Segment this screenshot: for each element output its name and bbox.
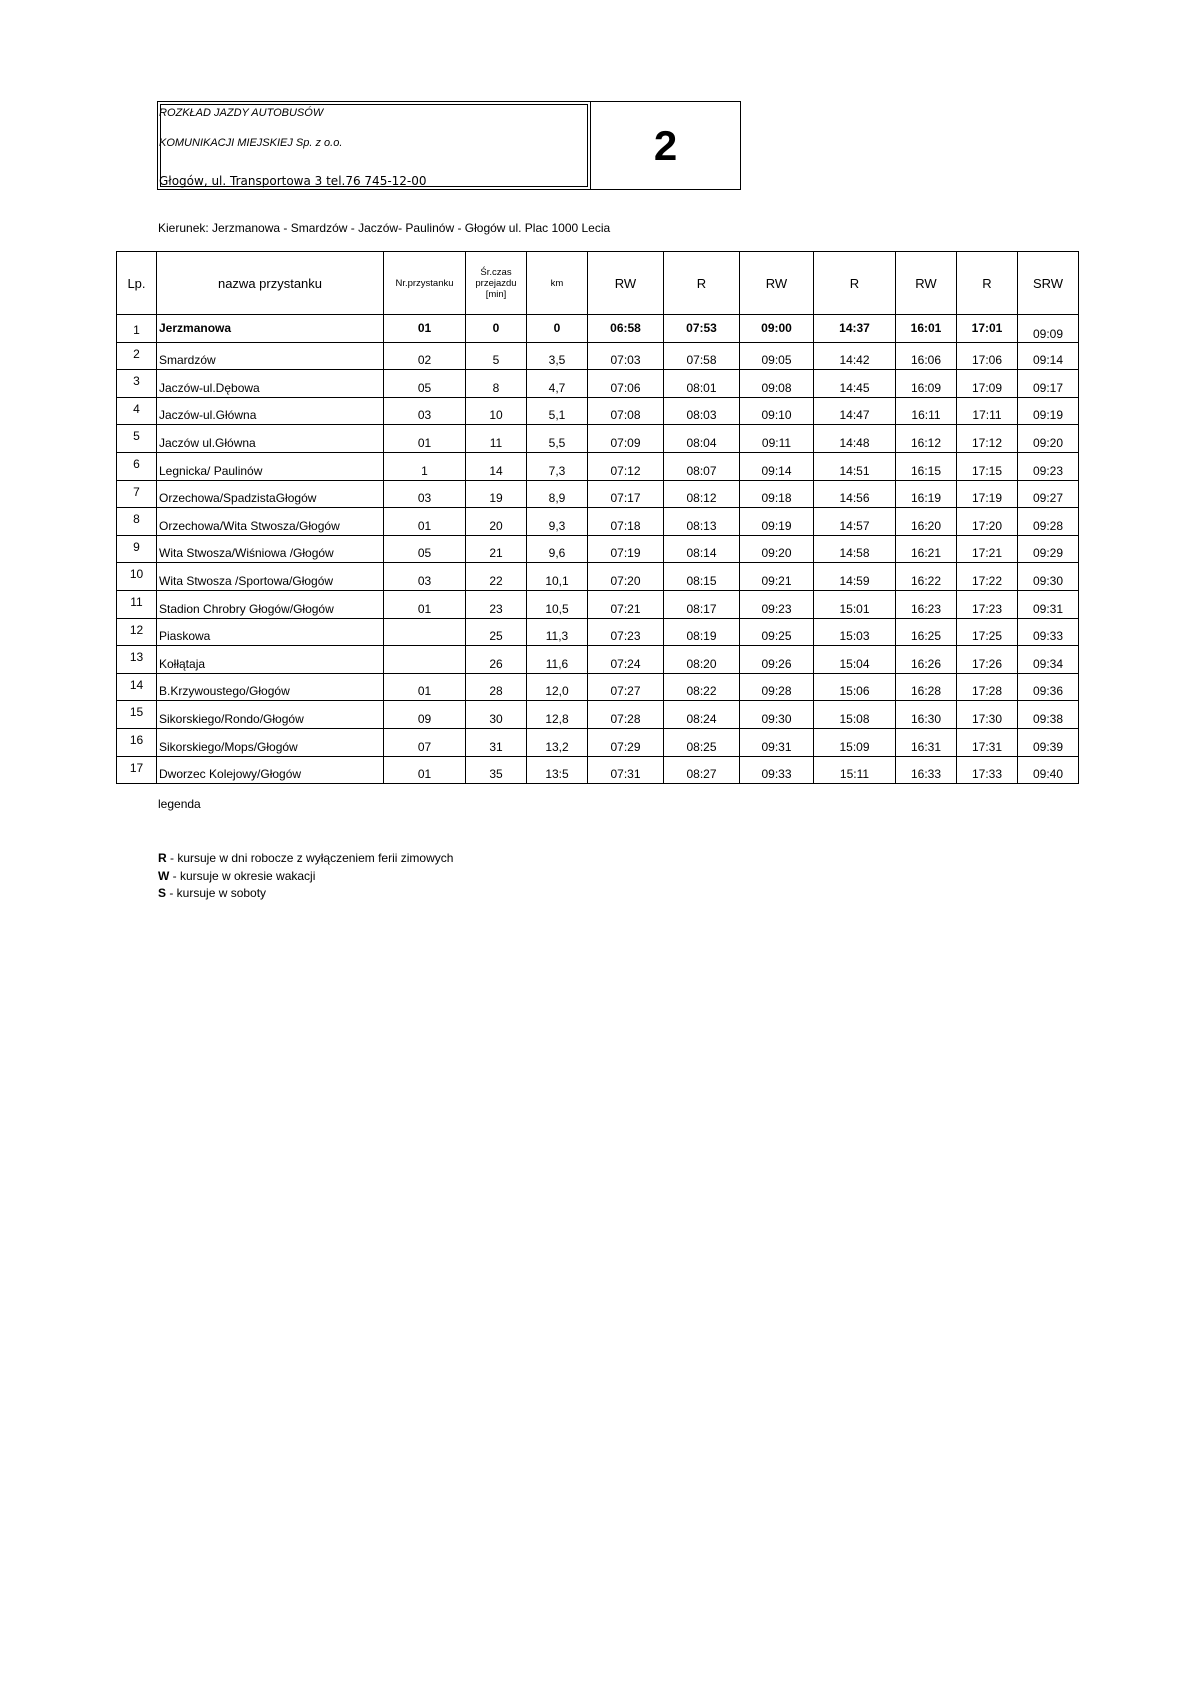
- stop-number: [384, 618, 466, 646]
- legend-item: [158, 886, 266, 900]
- stop-name: Wita Stwosza/Wiśniowa /Głogów: [157, 535, 384, 563]
- stop-name: Sikorskiego/Rondo/Głogów: [157, 701, 384, 729]
- departure-time: 08:14: [664, 535, 740, 563]
- departure-time: 08:03: [664, 397, 740, 425]
- stop-number: 03: [384, 397, 466, 425]
- departure-time: 17:33: [957, 756, 1018, 784]
- departure-time: 15:01: [814, 590, 896, 618]
- departure-time: 16:20: [896, 508, 957, 536]
- table-row: [117, 701, 1079, 729]
- departure-time: 09:14: [1018, 342, 1079, 370]
- departure-time: 15:08: [814, 701, 896, 729]
- travel-time: 8: [466, 370, 527, 398]
- distance-km: 8,9: [527, 480, 588, 508]
- departure-time: 17:11: [957, 397, 1018, 425]
- stop-number: 1: [384, 452, 466, 480]
- legend-text: - kursuje w dni robocze z wyłączeniem ferii zimowych: [166, 851, 454, 865]
- legend-key: W: [158, 869, 170, 883]
- departure-time: 09:23: [1018, 452, 1079, 480]
- departure-time: 08:01: [664, 370, 740, 398]
- row-number: 2: [117, 342, 157, 370]
- stop-name: Orzechowa/Wita Stwosza/Głogów: [157, 508, 384, 536]
- departure-time: 17:28: [957, 673, 1018, 701]
- departure-time: 17:19: [957, 480, 1018, 508]
- departure-time: 09:19: [1018, 397, 1079, 425]
- table-row: [117, 342, 1079, 370]
- departure-time: 07:06: [588, 370, 664, 398]
- departure-time: 14:59: [814, 563, 896, 591]
- departure-time: 14:56: [814, 480, 896, 508]
- row-number: 15: [117, 701, 157, 729]
- stop-number: 05: [384, 535, 466, 563]
- row-number: 3: [117, 370, 157, 398]
- departure-time: 15:11: [814, 756, 896, 784]
- departure-time: 07:24: [588, 646, 664, 674]
- departure-time: 15:09: [814, 728, 896, 756]
- departure-time: 09:30: [740, 701, 814, 729]
- legend-text: - kursuje w okresie wakacji: [169, 869, 316, 883]
- departure-time: 07:09: [588, 425, 664, 453]
- row-number: 8: [117, 508, 157, 536]
- departure-time: 16:06: [896, 342, 957, 370]
- table-row: [117, 425, 1079, 453]
- stop-number: 02: [384, 342, 466, 370]
- table-row: [117, 535, 1079, 563]
- departure-time: 14:58: [814, 535, 896, 563]
- company-line-1: ROZKŁAD JAZDY AUTOBUSÓW: [159, 107, 324, 119]
- departure-time: 17:21: [957, 535, 1018, 563]
- departure-time: 15:06: [814, 673, 896, 701]
- legend-text: - kursuje w soboty: [166, 886, 267, 900]
- row-number: 6: [117, 452, 157, 480]
- departure-time: 09:09: [1018, 315, 1079, 343]
- departure-time: 07:31: [588, 756, 664, 784]
- stop-name: Smardzów: [157, 342, 384, 370]
- header-course-7: SRW: [1018, 252, 1079, 315]
- header-course-3: RW: [740, 252, 814, 315]
- row-number: 14: [117, 673, 157, 701]
- departure-time: 15:04: [814, 646, 896, 674]
- distance-km: 5,5: [527, 425, 588, 453]
- departure-time: 07:19: [588, 535, 664, 563]
- departure-time: 08:17: [664, 590, 740, 618]
- departure-time: 07:03: [588, 342, 664, 370]
- table-row: [117, 397, 1079, 425]
- distance-km: 11,6: [527, 646, 588, 674]
- row-number: 5: [117, 425, 157, 453]
- departure-time: 06:58: [588, 315, 664, 343]
- departure-time: 16:25: [896, 618, 957, 646]
- departure-time: 16:28: [896, 673, 957, 701]
- departure-time: 16:09: [896, 370, 957, 398]
- travel-time: 23: [466, 590, 527, 618]
- travel-time: 11: [466, 425, 527, 453]
- row-number: 11: [117, 590, 157, 618]
- departure-time: 16:19: [896, 480, 957, 508]
- departure-time: 09:30: [1018, 563, 1079, 591]
- departure-time: 09:05: [740, 342, 814, 370]
- departure-time: 07:53: [664, 315, 740, 343]
- stop-name: Jaczów-ul.Dębowa: [157, 370, 384, 398]
- travel-time: 30: [466, 701, 527, 729]
- departure-time: 07:12: [588, 452, 664, 480]
- travel-time: 26: [466, 646, 527, 674]
- travel-time: 35: [466, 756, 527, 784]
- table-row: [117, 646, 1079, 674]
- header-avg-time-line-3: [min]: [485, 288, 507, 300]
- stop-number: 01: [384, 756, 466, 784]
- distance-km: 12,0: [527, 673, 588, 701]
- stop-number: 07: [384, 728, 466, 756]
- stop-number: 05: [384, 370, 466, 398]
- departure-time: 08:27: [664, 756, 740, 784]
- departure-time: 09:17: [1018, 370, 1079, 398]
- stop-name: Legnicka/ Paulinów: [157, 452, 384, 480]
- departure-time: 09:21: [740, 563, 814, 591]
- distance-km: 7,3: [527, 452, 588, 480]
- departure-time: 16:11: [896, 397, 957, 425]
- distance-km: 10,1: [527, 563, 588, 591]
- departure-time: 09:23: [740, 590, 814, 618]
- departure-time: 16:22: [896, 563, 957, 591]
- departure-time: 09:28: [1018, 508, 1079, 536]
- header-course-6: R: [957, 252, 1018, 315]
- departure-time: 09:33: [740, 756, 814, 784]
- stop-name: Stadion Chrobry Głogów/Głogów: [157, 590, 384, 618]
- legend-title: legenda: [158, 797, 201, 811]
- stop-name: Wita Stwosza /Sportowa/Głogów: [157, 563, 384, 591]
- departure-time: 07:27: [588, 673, 664, 701]
- travel-time: 22: [466, 563, 527, 591]
- travel-time: 10: [466, 397, 527, 425]
- table-header-row: [117, 252, 1079, 315]
- departure-time: 16:12: [896, 425, 957, 453]
- departure-time: 09:11: [740, 425, 814, 453]
- stop-name: Orzechowa/SpadzistaGłogów: [157, 480, 384, 508]
- departure-time: 09:25: [740, 618, 814, 646]
- departure-time: 16:15: [896, 452, 957, 480]
- departure-time: 08:07: [664, 452, 740, 480]
- header-course-5: RW: [896, 252, 957, 315]
- departure-time: 09:31: [740, 728, 814, 756]
- departure-time: 09:34: [1018, 646, 1079, 674]
- header-stop-name: nazwa przystanku: [157, 252, 384, 315]
- stop-number: 09: [384, 701, 466, 729]
- departure-time: 09:40: [1018, 756, 1079, 784]
- departure-time: 09:26: [740, 646, 814, 674]
- company-line-2: KOMUNIKACJI MIEJSKIEJ Sp. z o.o.: [159, 137, 343, 149]
- departure-time: 07:23: [588, 618, 664, 646]
- header-course-4: R: [814, 252, 896, 315]
- table-row: [117, 370, 1079, 398]
- travel-time: 25: [466, 618, 527, 646]
- stop-name: Jaczów-ul.Główna: [157, 397, 384, 425]
- stop-number: [384, 646, 466, 674]
- departure-time: 17:23: [957, 590, 1018, 618]
- departure-time: 09:38: [1018, 701, 1079, 729]
- departure-time: 09:28: [740, 673, 814, 701]
- departure-time: 14:42: [814, 342, 896, 370]
- table-row: [117, 452, 1079, 480]
- distance-km: 13,2: [527, 728, 588, 756]
- row-number: 17: [117, 756, 157, 784]
- stop-name: Dworzec Kolejowy/Głogów: [157, 756, 384, 784]
- table-row: [117, 590, 1079, 618]
- departure-time: 09:08: [740, 370, 814, 398]
- row-number: 4: [117, 397, 157, 425]
- stop-number: 01: [384, 425, 466, 453]
- departure-time: 17:22: [957, 563, 1018, 591]
- row-number: 16: [117, 728, 157, 756]
- departure-time: 16:33: [896, 756, 957, 784]
- stop-name: Sikorskiego/Mops/Głogów: [157, 728, 384, 756]
- departure-time: 07:21: [588, 590, 664, 618]
- legend-item: [158, 869, 315, 883]
- line-number: 2: [653, 121, 678, 169]
- table-row: [117, 480, 1079, 508]
- stop-name: B.Krzywoustego/Głogów: [157, 673, 384, 701]
- departure-time: 09:18: [740, 480, 814, 508]
- departure-time: 16:31: [896, 728, 957, 756]
- stop-name: Piaskowa: [157, 618, 384, 646]
- departure-time: 07:20: [588, 563, 664, 591]
- stop-number: 03: [384, 480, 466, 508]
- departure-time: 14:45: [814, 370, 896, 398]
- table-row: [117, 618, 1079, 646]
- departure-time: 09:33: [1018, 618, 1079, 646]
- distance-km: 4,7: [527, 370, 588, 398]
- distance-km: 3,5: [527, 342, 588, 370]
- row-number: 13: [117, 646, 157, 674]
- departure-time: 09:20: [1018, 425, 1079, 453]
- departure-time: 07:28: [588, 701, 664, 729]
- table-row: [117, 756, 1079, 784]
- departure-time: 08:15: [664, 563, 740, 591]
- departure-time: 08:25: [664, 728, 740, 756]
- departure-time: 09:10: [740, 397, 814, 425]
- departure-time: 09:27: [1018, 480, 1079, 508]
- departure-time: 09:29: [1018, 535, 1079, 563]
- header-box: [157, 101, 741, 190]
- company-address: Głogów, ul. Transportowa 3 tel.76 745-12-00: [159, 174, 427, 188]
- departure-time: 14:51: [814, 452, 896, 480]
- departure-time: 14:47: [814, 397, 896, 425]
- departure-time: 17:06: [957, 342, 1018, 370]
- departure-time: 09:00: [740, 315, 814, 343]
- stop-number: 01: [384, 673, 466, 701]
- departure-time: 16:23: [896, 590, 957, 618]
- distance-km: 11,3: [527, 618, 588, 646]
- departure-time: 17:25: [957, 618, 1018, 646]
- travel-time: 21: [466, 535, 527, 563]
- departure-time: 16:21: [896, 535, 957, 563]
- departure-time: 07:58: [664, 342, 740, 370]
- travel-time: 28: [466, 673, 527, 701]
- departure-time: 17:20: [957, 508, 1018, 536]
- route-direction: Kierunek: Jerzmanowa - Smardzów - Jaczów- Paulinów - Głogów ul. Plac 1000 Lecia: [158, 221, 611, 235]
- departure-time: 14:48: [814, 425, 896, 453]
- distance-km: 12,8: [527, 701, 588, 729]
- departure-time: 07:08: [588, 397, 664, 425]
- departure-time: 17:01: [957, 315, 1018, 343]
- travel-time: 5: [466, 342, 527, 370]
- departure-time: 08:24: [664, 701, 740, 729]
- header-km: km: [527, 252, 588, 315]
- departure-time: 17:26: [957, 646, 1018, 674]
- table-row: [117, 728, 1079, 756]
- table-row: [117, 315, 1079, 343]
- row-number: 7: [117, 480, 157, 508]
- header-course-2: R: [664, 252, 740, 315]
- departure-time: 17:12: [957, 425, 1018, 453]
- departure-time: 09:20: [740, 535, 814, 563]
- legend-key: S: [158, 886, 167, 900]
- departure-time: 08:22: [664, 673, 740, 701]
- departure-time: 08:12: [664, 480, 740, 508]
- departure-time: 17:30: [957, 701, 1018, 729]
- departure-time: 15:03: [814, 618, 896, 646]
- stop-name: Kołłątaja: [157, 646, 384, 674]
- departure-time: 09:14: [740, 452, 814, 480]
- row-number: 12: [117, 618, 157, 646]
- departure-time: 08:19: [664, 618, 740, 646]
- departure-time: 09:39: [1018, 728, 1079, 756]
- departure-time: 17:15: [957, 452, 1018, 480]
- departure-time: 09:19: [740, 508, 814, 536]
- departure-time: 07:29: [588, 728, 664, 756]
- distance-km: 10,5: [527, 590, 588, 618]
- departure-time: 09:36: [1018, 673, 1079, 701]
- stop-number: 01: [384, 590, 466, 618]
- distance-km: 9,3: [527, 508, 588, 536]
- departure-time: 17:31: [957, 728, 1018, 756]
- header-avg-time: [466, 252, 527, 315]
- stop-number: 03: [384, 563, 466, 591]
- distance-km: 9,6: [527, 535, 588, 563]
- departure-time: 14:37: [814, 315, 896, 343]
- stop-number: 01: [384, 315, 466, 343]
- distance-km: 13:5: [527, 756, 588, 784]
- row-number: 9: [117, 535, 157, 563]
- departure-time: 14:57: [814, 508, 896, 536]
- table-row: [117, 673, 1079, 701]
- departure-time: 16:30: [896, 701, 957, 729]
- legend-key: R: [158, 851, 167, 865]
- travel-time: 19: [466, 480, 527, 508]
- distance-km: 5,1: [527, 397, 588, 425]
- timetable: [116, 251, 1079, 784]
- departure-time: 07:17: [588, 480, 664, 508]
- departure-time: 17:09: [957, 370, 1018, 398]
- departure-time: 08:04: [664, 425, 740, 453]
- departure-time: 07:18: [588, 508, 664, 536]
- departure-time: 08:20: [664, 646, 740, 674]
- table-row: [117, 508, 1079, 536]
- departure-time: 16:01: [896, 315, 957, 343]
- stop-name: Jerzmanowa: [157, 315, 384, 343]
- travel-time: 20: [466, 508, 527, 536]
- stop-number: 01: [384, 508, 466, 536]
- departure-time: 09:31: [1018, 590, 1079, 618]
- company-info: [158, 102, 591, 189]
- header-course-1: RW: [588, 252, 664, 315]
- stop-name: Jaczów ul.Główna: [157, 425, 384, 453]
- header-stop-number: Nr.przystanku: [384, 252, 466, 315]
- travel-time: 31: [466, 728, 527, 756]
- travel-time: 0: [466, 315, 527, 343]
- table-row: [117, 563, 1079, 591]
- row-number: 10: [117, 563, 157, 591]
- row-number: 1: [117, 315, 157, 343]
- distance-km: 0: [527, 315, 588, 343]
- header-avg-time-line-1: Śr.czas: [480, 266, 512, 278]
- header-lp: Lp.: [117, 252, 157, 315]
- header-avg-time-line-2: przejazdu: [475, 277, 517, 289]
- departure-time: 08:13: [664, 508, 740, 536]
- departure-time: 16:26: [896, 646, 957, 674]
- legend-item: [158, 851, 453, 865]
- travel-time: 14: [466, 452, 527, 480]
